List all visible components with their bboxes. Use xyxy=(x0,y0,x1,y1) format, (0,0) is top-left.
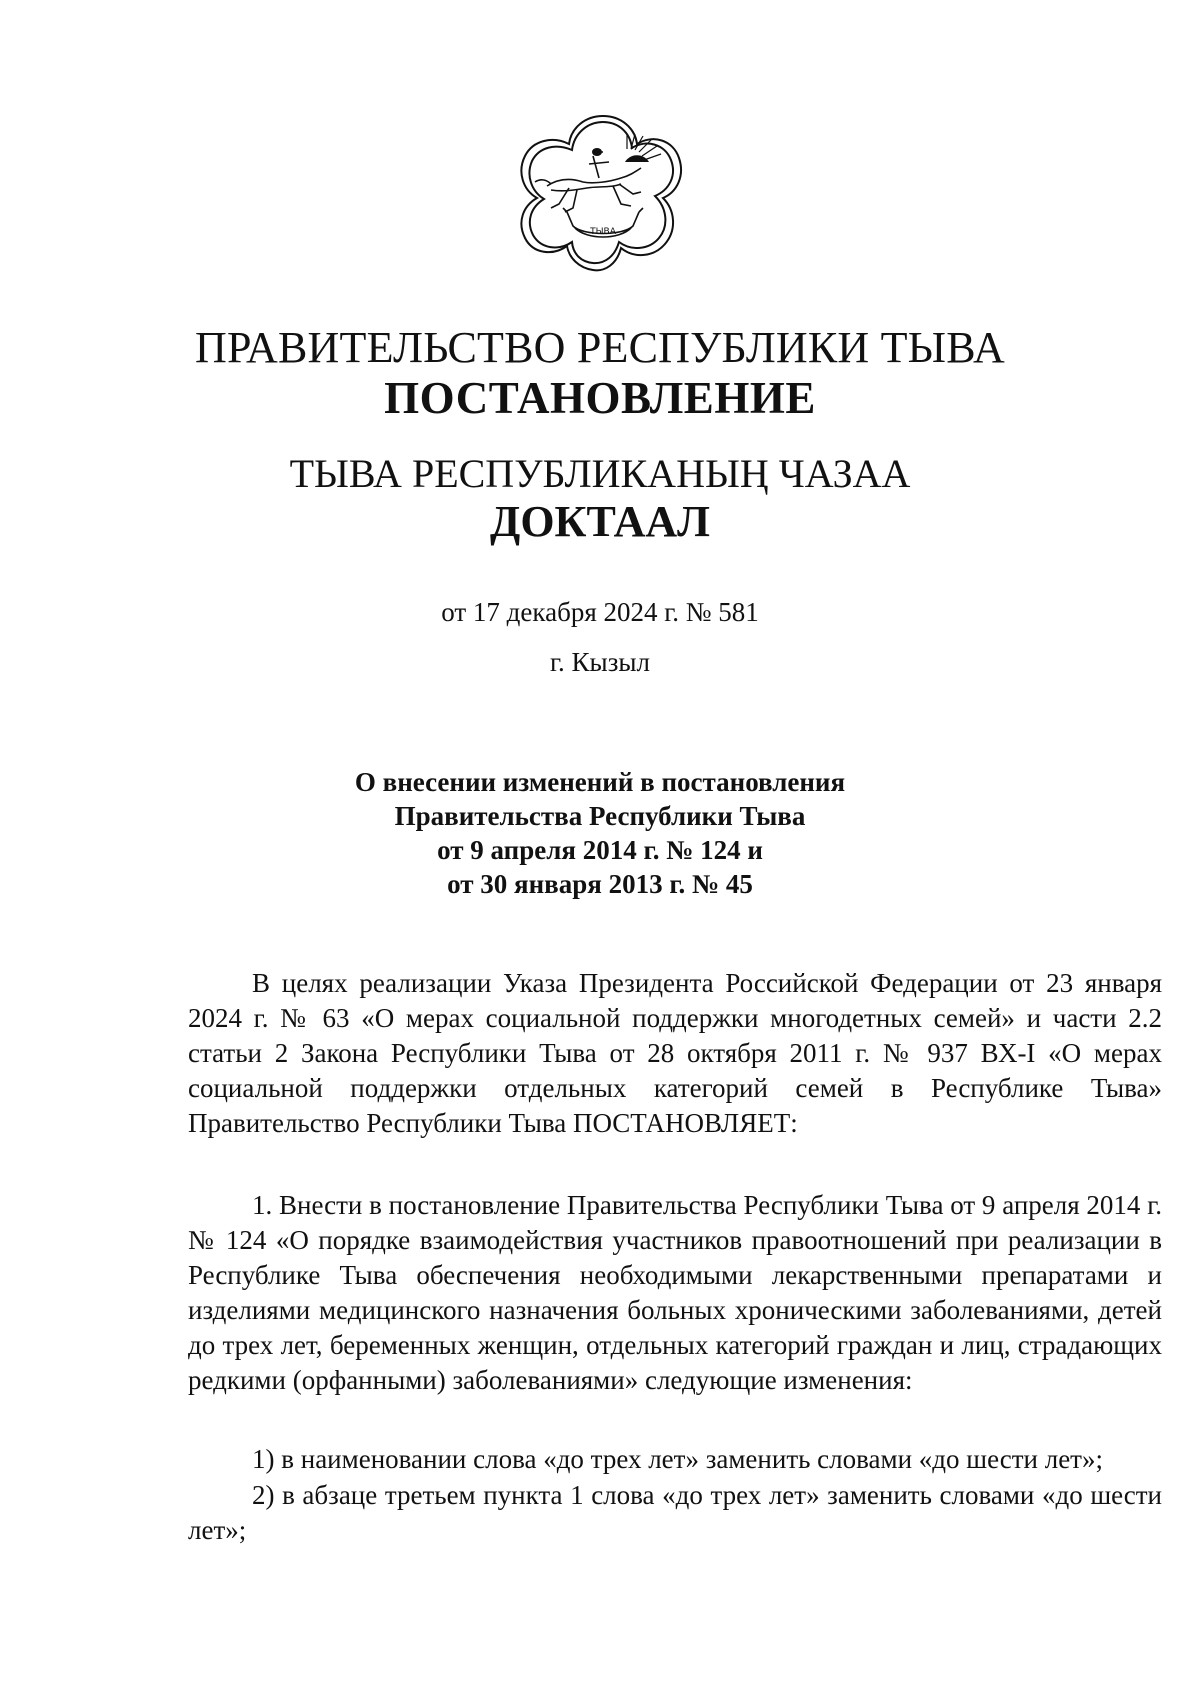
decree-type-ru: ПОСТАНОВЛЕНИЕ xyxy=(384,373,816,423)
decree-title xyxy=(350,765,850,901)
title-line: от 9 апреля 2014 г. № 124 и xyxy=(437,835,763,865)
tuva-coat-of-arms-icon xyxy=(517,108,689,280)
title-line: О внесении изменений в постановления xyxy=(354,767,846,797)
item-1-paragraph xyxy=(188,1188,1162,1398)
decree-date-number: от 17 декабря 2024 г. № 581 xyxy=(441,597,759,627)
decree-type-tuv: ДОКТААЛ xyxy=(490,497,710,546)
government-name-ru: ПРАВИТЕЛЬСТВО РЕСПУБЛИКИ ТЫВА xyxy=(195,323,1005,372)
title-line: Правительства Республики Тыва xyxy=(394,801,806,831)
decree-city: г. Кызыл xyxy=(550,647,650,677)
preamble-text: В целях реализации Указа Президента Российской Федерации от 23 января 2024 г. № 63 «О мерах социальной поддержки многодетных семей» и части 2.2 статьи 2 Закона Республики Тыва от 28 октября 2011 г. № 937 ВХ-I «О мерах социальной поддержки отдельных категорий семей в Республике Тыва» Правительство Республики Тыва ПОСТАНОВЛЯЕТ: xyxy=(188,968,1162,1138)
svg-text:ТЫВА: ТЫВА xyxy=(590,227,616,237)
subitem-2-paragraph xyxy=(188,1478,1162,1548)
subitem-1-paragraph xyxy=(188,1442,1162,1477)
preamble-paragraph xyxy=(188,966,1162,1141)
title-line: от 30 января 2013 г. № 45 xyxy=(447,869,753,899)
government-name-tuv: ТЫВА РЕСПУБЛИКАНЫҢ ЧАЗАА xyxy=(289,451,911,496)
subitem-2-text: 2) в абзаце третьем пункта 1 слова «до трех лет» заменить словами «до шести лет»; xyxy=(188,1480,1162,1545)
subitem-1-text: 1) в наименовании слова «до трех лет» заменить словами «до шести лет»; xyxy=(252,1444,1103,1474)
item-1-text: 1. Внести в постановление Правительства Республики Тыва от 9 апреля 2014 г. № 124 «О порядке взаимодействия участников правоотношений при реализации в Республике Тыва обеспечения необходимыми лекарственными препаратами и изделиями медицинского назначения больных хроническими заболеваниями, детей до трех лет, беременных женщин, отдельных категорий граждан и лиц, страдающих редкими (орфанными) заболеваниями» следующие изменения: xyxy=(188,1190,1162,1395)
